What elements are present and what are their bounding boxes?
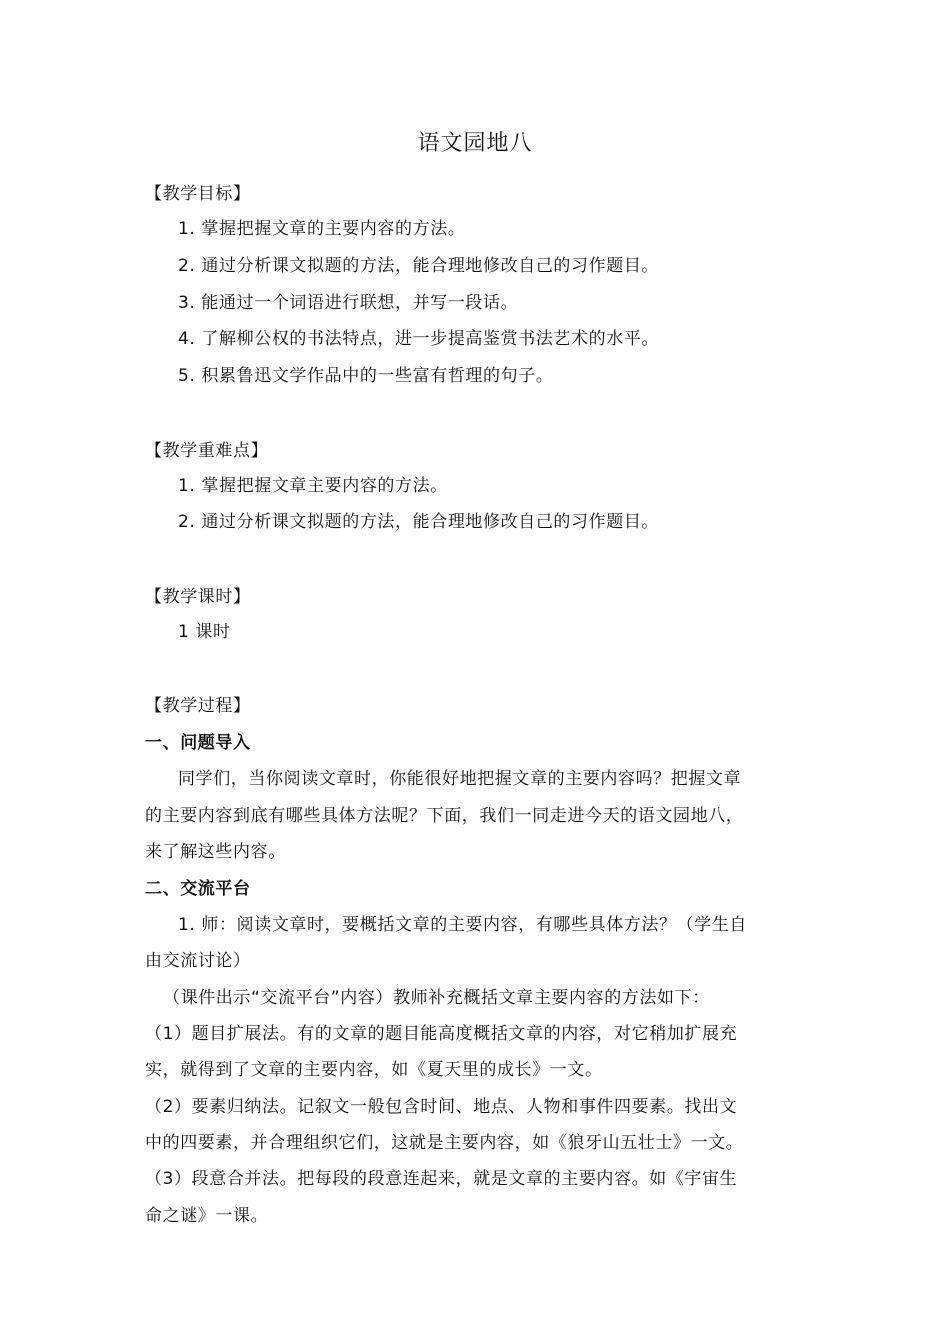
- section2-line: 中的四要素，并合理组织它们，这就是主要内容，如《狼牙山五壮士》一文。: [145, 1133, 744, 1153]
- section1-paragraph-line: 同学们，当你阅读文章时，你能很好地把握文章的主要内容吗？把握文章: [178, 769, 742, 789]
- key-point-item: 1. 掌握把握文章主要内容的方法。: [178, 476, 448, 496]
- section1-title: 一、问题导入: [145, 733, 251, 753]
- objective-item: 5. 积累鲁迅文学作品中的一些富有哲理的句子。: [178, 366, 554, 386]
- objective-item: 4. 了解柳公权的书法特点，进一步提高鉴赏书法艺术的水平。: [178, 329, 660, 349]
- page-title: 语文园地八: [417, 131, 533, 156]
- section2-line: （课件出示“交流平台”内容）教师补充概括文章主要内容的方法如下：: [163, 988, 710, 1008]
- section2-title: 二、交流平台: [145, 879, 251, 899]
- section2-line: （1）题目扩展法。有的文章的题目能高度概括文章的内容，对它稍加扩展充: [145, 1024, 738, 1044]
- section1-paragraph-line: 来了解这些内容。: [145, 842, 286, 862]
- section1-paragraph-line: 的主要内容到底有哪些具体方法呢？下面，我们一同走进今天的语文园地八，: [145, 806, 744, 826]
- section2-line: 命之谜》一课。: [145, 1206, 269, 1226]
- section2-line: 由交流讨论）: [145, 951, 251, 971]
- section2-line: 1. 师：阅读文章时，要概括文章的主要内容，有哪些具体方法？（学生自: [178, 915, 748, 935]
- key-points-heading: 【教学重难点】: [145, 441, 269, 461]
- objective-item: 2. 通过分析课文拟题的方法，能合理地修改自己的习作题目。: [178, 256, 660, 276]
- section2-line: （3）段意合并法。把每段的段意连起来，就是文章的主要内容。如《宇宙生: [145, 1169, 738, 1189]
- objective-item: 3. 能通过一个词语进行联想，并写一段话。: [178, 293, 519, 313]
- periods-value: 1 课时: [178, 622, 231, 642]
- key-point-item: 2. 通过分析课文拟题的方法，能合理地修改自己的习作题目。: [178, 512, 660, 532]
- section2-line: 实，就得到了文章的主要内容，如《夏天里的成长》一文。: [145, 1060, 603, 1080]
- periods-heading: 【教学课时】: [145, 587, 251, 607]
- objectives-heading: 【教学目标】: [145, 184, 251, 204]
- objective-item: 1. 掌握把握文章的主要内容的方法。: [178, 219, 466, 239]
- section2-line: （2）要素归纳法。记叙文一般包含时间、地点、人物和事件四要素。找出文: [145, 1097, 738, 1117]
- process-heading: 【教学过程】: [145, 696, 251, 716]
